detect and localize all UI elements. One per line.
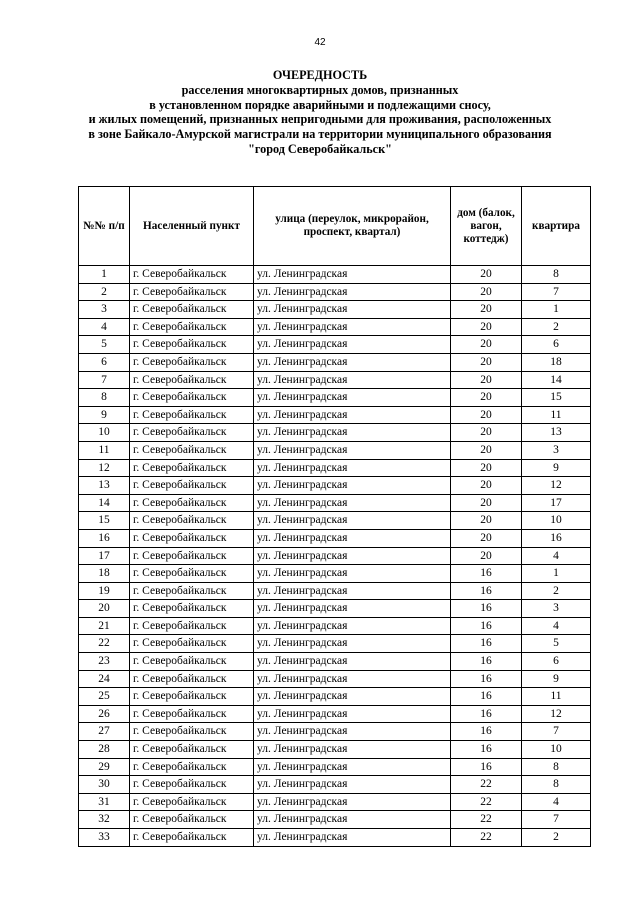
house-cell: 16 <box>451 670 522 688</box>
city-cell: г. Северобайкальск <box>130 477 254 495</box>
street-cell: ул. Ленинградская <box>254 389 451 407</box>
header-street: улица (переулок, микрорайон, проспект, квартал) <box>254 187 451 266</box>
table-row <box>79 653 591 671</box>
row-number-cell: 5 <box>79 336 130 354</box>
city-cell: г. Северобайкальск <box>130 301 254 319</box>
table-row <box>79 829 591 847</box>
house-cell: 22 <box>451 829 522 847</box>
city-cell: г. Северобайкальск <box>130 776 254 794</box>
row-number-cell: 13 <box>79 477 130 495</box>
house-cell: 20 <box>451 529 522 547</box>
street-cell: ул. Ленинградская <box>254 283 451 301</box>
street-cell: ул. Ленинградская <box>254 336 451 354</box>
house-cell: 20 <box>451 318 522 336</box>
city-cell: г. Северобайкальск <box>130 793 254 811</box>
house-cell: 16 <box>451 565 522 583</box>
house-cell: 20 <box>451 389 522 407</box>
row-number-cell: 6 <box>79 353 130 371</box>
street-cell: ул. Ленинградская <box>254 301 451 319</box>
city-cell: г. Северобайкальск <box>130 811 254 829</box>
street-cell: ул. Ленинградская <box>254 318 451 336</box>
row-number-cell: 27 <box>79 723 130 741</box>
city-cell: г. Северобайкальск <box>130 547 254 565</box>
house-cell: 20 <box>451 336 522 354</box>
house-cell: 16 <box>451 582 522 600</box>
street-cell: ул. Ленинградская <box>254 441 451 459</box>
city-cell: г. Северобайкальск <box>130 565 254 583</box>
apartment-cell: 7 <box>522 283 591 301</box>
street-cell: ул. Ленинградская <box>254 829 451 847</box>
row-number-cell: 10 <box>79 424 130 442</box>
city-cell: г. Северобайкальск <box>130 670 254 688</box>
city-cell: г. Северобайкальск <box>130 529 254 547</box>
house-cell: 22 <box>451 776 522 794</box>
table-row <box>79 705 591 723</box>
street-cell: ул. Ленинградская <box>254 547 451 565</box>
house-cell: 20 <box>451 283 522 301</box>
table-row <box>79 758 591 776</box>
apartment-cell: 1 <box>522 565 591 583</box>
row-number-cell: 14 <box>79 494 130 512</box>
apartment-cell: 11 <box>522 688 591 706</box>
apartment-cell: 5 <box>522 635 591 653</box>
row-number-cell: 24 <box>79 670 130 688</box>
table-row <box>79 617 591 635</box>
apartment-cell: 7 <box>522 811 591 829</box>
house-cell: 22 <box>451 811 522 829</box>
house-cell: 16 <box>451 653 522 671</box>
table-row <box>79 318 591 336</box>
house-cell: 20 <box>451 441 522 459</box>
city-cell: г. Северобайкальск <box>130 723 254 741</box>
street-cell: ул. Ленинградская <box>254 565 451 583</box>
header-house: дом (балок, вагон, коттедж) <box>451 187 522 266</box>
table-row <box>79 582 591 600</box>
apartment-cell: 11 <box>522 406 591 424</box>
table-row <box>79 301 591 319</box>
apartment-cell: 14 <box>522 371 591 389</box>
apartment-cell: 12 <box>522 705 591 723</box>
house-cell: 20 <box>451 266 522 284</box>
table-row <box>79 336 591 354</box>
city-cell: г. Северобайкальск <box>130 459 254 477</box>
city-cell: г. Северобайкальск <box>130 494 254 512</box>
header-apartment: квартира <box>522 187 591 266</box>
table-row <box>79 600 591 618</box>
row-number-cell: 32 <box>79 811 130 829</box>
page-number: 42 <box>314 37 326 48</box>
row-number-cell: 4 <box>79 318 130 336</box>
row-number-cell: 29 <box>79 758 130 776</box>
house-cell: 20 <box>451 547 522 565</box>
apartment-cell: 12 <box>522 477 591 495</box>
table-row <box>79 635 591 653</box>
row-number-cell: 17 <box>79 547 130 565</box>
street-cell: ул. Ленинградская <box>254 670 451 688</box>
street-cell: ул. Ленинградская <box>254 459 451 477</box>
apartment-cell: 6 <box>522 653 591 671</box>
city-cell: г. Северобайкальск <box>130 688 254 706</box>
row-number-cell: 9 <box>79 406 130 424</box>
apartment-cell: 18 <box>522 353 591 371</box>
city-cell: г. Северобайкальск <box>130 741 254 759</box>
house-cell: 16 <box>451 600 522 618</box>
apartment-cell: 8 <box>522 776 591 794</box>
city-cell: г. Северобайкальск <box>130 283 254 301</box>
apartment-cell: 7 <box>522 723 591 741</box>
apartment-cell: 9 <box>522 670 591 688</box>
resettlement-table <box>78 186 591 847</box>
row-number-cell: 25 <box>79 688 130 706</box>
street-cell: ул. Ленинградская <box>254 811 451 829</box>
street-cell: ул. Ленинградская <box>254 776 451 794</box>
header-city: Населенный пункт <box>130 187 254 266</box>
table-row <box>79 477 591 495</box>
row-number-cell: 19 <box>79 582 130 600</box>
street-cell: ул. Ленинградская <box>254 424 451 442</box>
city-cell: г. Северобайкальск <box>130 318 254 336</box>
house-cell: 20 <box>451 512 522 530</box>
table-row <box>79 266 591 284</box>
row-number-cell: 20 <box>79 600 130 618</box>
city-cell: г. Северобайкальск <box>130 389 254 407</box>
street-cell: ул. Ленинградская <box>254 406 451 424</box>
city-cell: г. Северобайкальск <box>130 441 254 459</box>
apartment-cell: 6 <box>522 336 591 354</box>
apartment-cell: 4 <box>522 793 591 811</box>
row-number-cell: 3 <box>79 301 130 319</box>
title-line: расселения многоквартирных домов, признанных <box>181 82 459 97</box>
table-row <box>79 793 591 811</box>
street-cell: ул. Ленинградская <box>254 793 451 811</box>
row-number-cell: 12 <box>79 459 130 477</box>
city-cell: г. Северобайкальск <box>130 705 254 723</box>
house-cell: 20 <box>451 477 522 495</box>
city-cell: г. Северобайкальск <box>130 600 254 618</box>
apartment-cell: 4 <box>522 547 591 565</box>
street-cell: ул. Ленинградская <box>254 477 451 495</box>
row-number-cell: 16 <box>79 529 130 547</box>
apartment-cell: 13 <box>522 424 591 442</box>
row-number-cell: 23 <box>79 653 130 671</box>
table-row <box>79 776 591 794</box>
street-cell: ул. Ленинградская <box>254 600 451 618</box>
street-cell: ул. Ленинградская <box>254 582 451 600</box>
table-row <box>79 565 591 583</box>
table-row <box>79 529 591 547</box>
table-row <box>79 283 591 301</box>
street-cell: ул. Ленинградская <box>254 371 451 389</box>
street-cell: ул. Ленинградская <box>254 529 451 547</box>
title-heading: ОЧЕРЕДНОСТЬ <box>272 68 368 82</box>
title-line: и жилых помещений, признанных непригодными для проживания, расположенных <box>88 112 552 127</box>
street-cell: ул. Ленинградская <box>254 266 451 284</box>
table-header-row <box>79 187 591 266</box>
apartment-cell: 17 <box>522 494 591 512</box>
table-body <box>79 266 591 847</box>
row-number-cell: 22 <box>79 635 130 653</box>
city-cell: г. Северобайкальск <box>130 617 254 635</box>
table-row <box>79 512 591 530</box>
table-row <box>79 723 591 741</box>
house-cell: 20 <box>451 371 522 389</box>
apartment-cell: 3 <box>522 441 591 459</box>
table-row <box>79 459 591 477</box>
house-cell: 20 <box>451 406 522 424</box>
apartment-cell: 9 <box>522 459 591 477</box>
row-number-cell: 8 <box>79 389 130 407</box>
table-row <box>79 688 591 706</box>
street-cell: ул. Ленинградская <box>254 494 451 512</box>
city-cell: г. Северобайкальск <box>130 582 254 600</box>
street-cell: ул. Ленинградская <box>254 512 451 530</box>
city-cell: г. Северобайкальск <box>130 758 254 776</box>
street-cell: ул. Ленинградская <box>254 635 451 653</box>
house-cell: 16 <box>451 741 522 759</box>
house-cell: 16 <box>451 688 522 706</box>
table-row <box>79 670 591 688</box>
apartment-cell: 8 <box>522 266 591 284</box>
house-cell: 20 <box>451 459 522 477</box>
city-cell: г. Северобайкальск <box>130 424 254 442</box>
apartment-cell: 1 <box>522 301 591 319</box>
table-row <box>79 371 591 389</box>
table-row <box>79 406 591 424</box>
apartment-cell: 4 <box>522 617 591 635</box>
title-line: в установленном порядке аварийными и подлежащими сносу, <box>149 97 491 112</box>
city-cell: г. Северобайкальск <box>130 371 254 389</box>
street-cell: ул. Ленинградская <box>254 741 451 759</box>
city-cell: г. Северобайкальск <box>130 266 254 284</box>
house-cell: 20 <box>451 494 522 512</box>
apartment-cell: 16 <box>522 529 591 547</box>
house-cell: 16 <box>451 723 522 741</box>
apartment-cell: 15 <box>522 389 591 407</box>
row-number-cell: 31 <box>79 793 130 811</box>
apartment-cell: 10 <box>522 512 591 530</box>
city-cell: г. Северобайкальск <box>130 829 254 847</box>
row-number-cell: 1 <box>79 266 130 284</box>
row-number-cell: 7 <box>79 371 130 389</box>
house-cell: 20 <box>451 353 522 371</box>
header-number: №№ п/п <box>79 187 130 266</box>
city-cell: г. Северобайкальск <box>130 336 254 354</box>
street-cell: ул. Ленинградская <box>254 723 451 741</box>
house-cell: 20 <box>451 424 522 442</box>
house-cell: 20 <box>451 301 522 319</box>
street-cell: ул. Ленинградская <box>254 353 451 371</box>
street-cell: ул. Ленинградская <box>254 653 451 671</box>
row-number-cell: 28 <box>79 741 130 759</box>
table-row <box>79 494 591 512</box>
row-number-cell: 2 <box>79 283 130 301</box>
row-number-cell: 18 <box>79 565 130 583</box>
street-cell: ул. Ленинградская <box>254 688 451 706</box>
apartment-cell: 3 <box>522 600 591 618</box>
apartment-cell: 2 <box>522 829 591 847</box>
street-cell: ул. Ленинградская <box>254 705 451 723</box>
table-row <box>79 424 591 442</box>
table-row <box>79 741 591 759</box>
table-row <box>79 811 591 829</box>
row-number-cell: 21 <box>79 617 130 635</box>
house-cell: 16 <box>451 617 522 635</box>
row-number-cell: 33 <box>79 829 130 847</box>
apartment-cell: 8 <box>522 758 591 776</box>
house-cell: 16 <box>451 758 522 776</box>
street-cell: ул. Ленинградская <box>254 758 451 776</box>
table-row <box>79 389 591 407</box>
city-cell: г. Северобайкальск <box>130 635 254 653</box>
table-row <box>79 353 591 371</box>
city-cell: г. Северобайкальск <box>130 406 254 424</box>
table-row <box>79 547 591 565</box>
apartment-cell: 2 <box>522 582 591 600</box>
house-cell: 22 <box>451 793 522 811</box>
row-number-cell: 30 <box>79 776 130 794</box>
row-number-cell: 26 <box>79 705 130 723</box>
street-cell: ул. Ленинградская <box>254 617 451 635</box>
house-cell: 16 <box>451 635 522 653</box>
city-cell: г. Северобайкальск <box>130 353 254 371</box>
table-row <box>79 441 591 459</box>
apartment-cell: 10 <box>522 741 591 759</box>
row-number-cell: 11 <box>79 441 130 459</box>
house-cell: 16 <box>451 705 522 723</box>
city-cell: г. Северобайкальск <box>130 653 254 671</box>
city-cell: г. Северобайкальск <box>130 512 254 530</box>
title-line: в зоне Байкало-Амурской магистрали на территории муниципального образования <box>88 127 552 142</box>
document-title <box>0 68 640 157</box>
row-number-cell: 15 <box>79 512 130 530</box>
title-line: "город Северобайкальск" <box>248 141 392 156</box>
apartment-cell: 2 <box>522 318 591 336</box>
